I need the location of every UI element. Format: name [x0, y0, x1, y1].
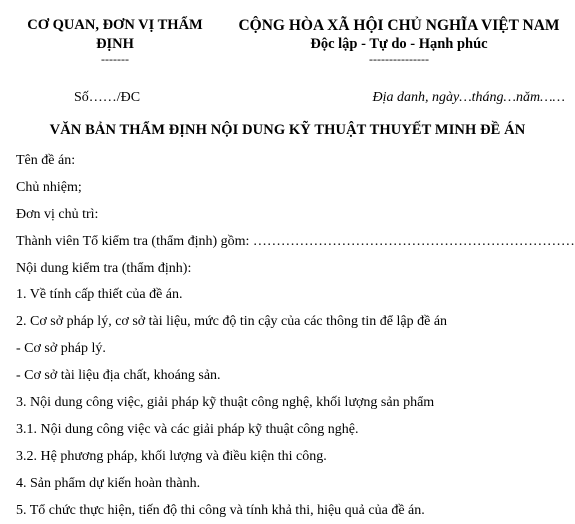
- agency-divider: -------: [101, 52, 129, 66]
- section-1: 1. Về tính cấp thiết của đề án.: [16, 287, 183, 303]
- inspection-content-heading: Nội dung kiểm tra (thẩm định):: [16, 260, 192, 276]
- document-title: VĂN BẢN THẨM ĐỊNH NỘI DUNG KỸ THUẬT THUYẾT MINH ĐỀ ÁN: [49, 122, 526, 138]
- section-4: 4. Sản phẩm dự kiến hoàn thành.: [16, 475, 201, 491]
- document-body: [16, 148, 575, 524]
- field-project-leader: Chủ nhiệm;: [16, 179, 82, 195]
- document-number: Số……/ĐC: [74, 90, 141, 105]
- field-project-name: Tên đề án:: [16, 153, 76, 168]
- section-3: 3. Nội dung công việc, giải pháp kỹ thuật công nghệ, khối lượng sản phẩm: [16, 395, 435, 411]
- section-2-item-geology: - Cơ sở tài liệu địa chất, khoáng sản.: [16, 368, 221, 384]
- section-2-item-legal: - Cơ sở pháp lý.: [16, 341, 106, 357]
- field-lead-unit: Đơn vị chủ trì:: [16, 206, 99, 222]
- section-5: 5. Tổ chức thực hiện, tiến độ thi công và tính khả thi, hiệu quả của đề án.: [16, 502, 425, 518]
- section-3-1: 3.1. Nội dung công việc và các giải pháp kỹ thuật công nghệ.: [16, 421, 359, 437]
- place-and-date: Địa danh, ngày…tháng…năm……: [372, 90, 565, 105]
- motto-divider: ---------------: [369, 52, 429, 66]
- national-motto: Độc lập - Tự do - Hạnh phúc: [310, 36, 488, 52]
- issuing-agency: [6, 16, 224, 64]
- agency-name-line2: ĐỊNH: [96, 36, 134, 52]
- nation-name: CỘNG HÒA XÃ HỘI CHỦ NGHĨA VIỆT NAM: [238, 17, 560, 34]
- agency-name-line1: CƠ QUAN, ĐƠN VỊ THẨM: [27, 17, 203, 33]
- section-3-2: 3.2. Hệ phương pháp, khối lượng và điều kiện thi công.: [16, 448, 327, 464]
- field-inspection-members: Thành viên Tổ kiểm tra (thẩm định) gồm: ……………………………………………………………: [16, 233, 575, 249]
- national-heading: [226, 16, 572, 64]
- section-2: 2. Cơ sở pháp lý, cơ sở tài liệu, mức độ tin cậy của các thông tin để lập đề án: [16, 314, 448, 330]
